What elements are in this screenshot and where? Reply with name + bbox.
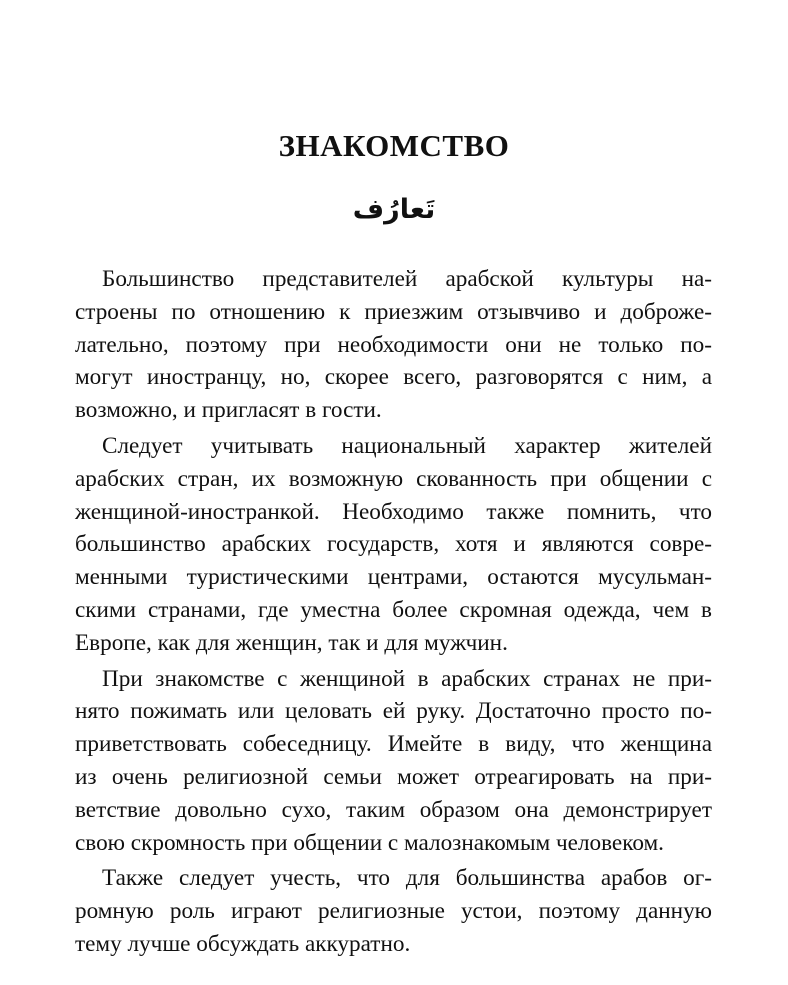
arabic-title: تَعارُف bbox=[352, 194, 436, 225]
text-line: могут иностранцу, но, скорее всего, разговорятся с ним, а bbox=[75, 364, 712, 391]
paragraph bbox=[75, 430, 712, 660]
text-line: тему лучше обсуждать аккуратно. bbox=[75, 930, 411, 957]
text-line: скими странами, где уместна более скромная одежда, чем в bbox=[75, 596, 712, 623]
text-line: приветствовать собеседницу. Имейте в виду, что женщина bbox=[75, 731, 712, 758]
text-line: ромную роль играют религиозные устои, поэтому данную bbox=[75, 898, 712, 925]
text-line: строены по отношению к приезжим отзывчиво и доброже- bbox=[75, 298, 712, 325]
text-line: из очень религиозной семьи может отреагировать на при- bbox=[75, 763, 712, 790]
text-line: возможно, и пригласят в гости. bbox=[75, 397, 382, 424]
text-line: свою скромность при общении с малознакомым человеком. bbox=[75, 829, 664, 856]
text-line: большинство арабских государств, хотя и являются совре- bbox=[75, 531, 712, 558]
text-line: Большинство представителей арабской культуры на- bbox=[102, 266, 712, 292]
text-line: Европе, как для женщин, так и для мужчин. bbox=[75, 629, 508, 656]
paragraph bbox=[75, 862, 712, 960]
text-line: женщиной-иностранкой. Необходимо также помнить, что bbox=[75, 498, 712, 525]
text-line: Также следует учесть, что для большинства арабов ог- bbox=[102, 865, 712, 892]
text-line: Следует учитывать национальный характер жителей bbox=[102, 432, 712, 459]
text-line: менными туристическими центрами, остаются мусульман- bbox=[75, 564, 712, 591]
text-line: лательно, поэтому при необходимости они не только по- bbox=[75, 331, 712, 358]
body-text bbox=[75, 263, 712, 964]
text-line: арабских стран, их возможную скованность при общении с bbox=[75, 465, 712, 492]
paragraph bbox=[75, 663, 712, 860]
text-line: нято пожимать или целовать ей руку. Достаточно просто по- bbox=[75, 698, 712, 725]
text-line: ветствие довольно сухо, таким образом она демонстрирует bbox=[75, 796, 712, 823]
paragraph bbox=[75, 263, 712, 427]
page-title: ЗНАКОМСТВО bbox=[278, 128, 510, 163]
text-line: При знакомстве с женщиной в арабских странах не при- bbox=[102, 665, 712, 692]
